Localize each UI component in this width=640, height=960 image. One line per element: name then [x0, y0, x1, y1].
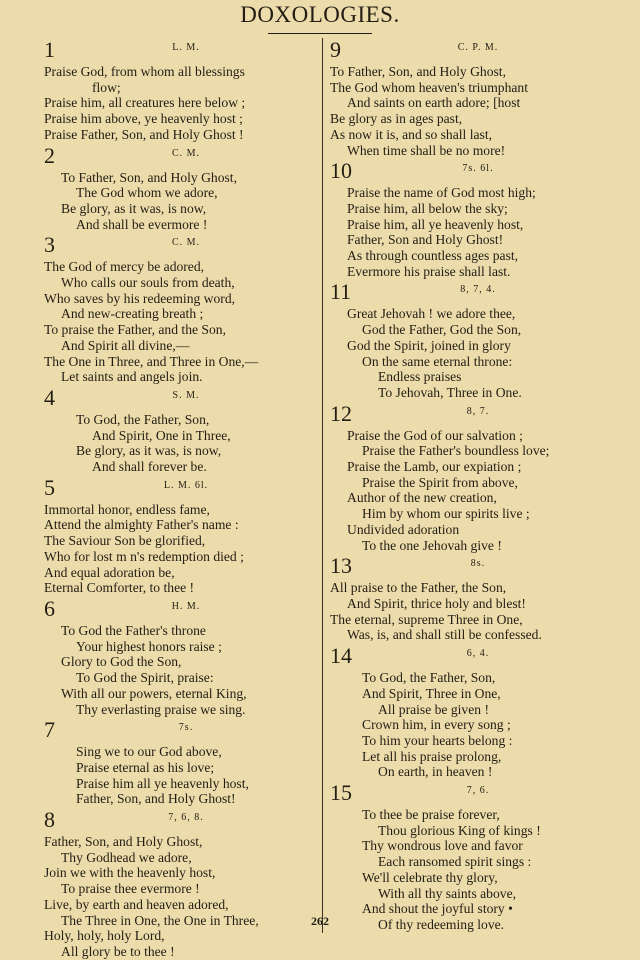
title-rule [268, 33, 372, 34]
hymn-meter: C. P. M. [457, 42, 499, 53]
verse-line: Praise the name of God most high; [347, 185, 536, 201]
verse-line: The God whom we adore, [76, 185, 218, 201]
verse-line: Endless praises [378, 369, 462, 385]
verse-line: And Spirit, Three in One, [362, 685, 501, 701]
verse-line: Live, by earth and heaven adored, [44, 896, 229, 912]
verse-line: Sing we to our God above, [76, 744, 222, 760]
verse-line: When time shall be no more! [347, 142, 506, 158]
hymn-header [330, 553, 626, 580]
verse-line: Father, Son, and Holy Ghost, [44, 834, 203, 850]
hymn-meter: 7s. [178, 722, 194, 734]
verse-line: Praise Father, Son, and Holy Ghost ! [44, 126, 244, 142]
verse-line: Holy, holy, holy Lord, [44, 928, 165, 944]
hymn-header [44, 232, 328, 259]
verse-line: Crown him, in every song ; [362, 717, 511, 733]
hymn-number: 13 [330, 553, 352, 579]
verse-line: As through countless ages past, [347, 248, 519, 264]
verse-line: Thou glorious King of kings ! [378, 822, 541, 838]
verse-line: To God the Father's throne [61, 622, 206, 638]
verse-line: To God, the Father, Son, [362, 670, 496, 686]
verse-line: The God of mercy be adored, [44, 259, 205, 275]
hymn-10 [330, 158, 626, 279]
hymn-header [44, 717, 328, 744]
verse-line: Your highest honors raise ; [76, 638, 222, 654]
hymn-1 [44, 37, 328, 143]
verse-line: Praise him, all ye heavenly host, [347, 216, 524, 232]
verse-line: Be glory, as it was, is now, [61, 200, 207, 216]
hymn-header [330, 401, 626, 428]
verse-line: With all our powers, eternal King, [61, 685, 247, 701]
hymn-header [330, 780, 626, 807]
hymn-header [44, 807, 328, 834]
verse-line: Praise him all ye heavenly host, [76, 775, 249, 791]
verse-line: To God, the Father, Son, [76, 411, 210, 427]
verse-line: Father, Son and Holy Ghost! [347, 232, 504, 248]
verse-line: God the Spirit, joined in glory [347, 337, 511, 353]
verse-line: Thy Godhead we adore, [61, 849, 192, 865]
verse-line: Great Jehovah ! we adore thee, [347, 306, 516, 322]
verse-line: Immortal honor, endless fame, [44, 501, 210, 517]
verse-line: Praise him, all below the sky; [347, 200, 508, 216]
verse-line: Who calls our souls from death, [61, 275, 235, 291]
hymn-number: 12 [330, 400, 352, 426]
verse-line: To Father, Son, and Holy Ghost, [330, 64, 506, 79]
hymn-header [330, 37, 626, 64]
page-number: 262 [311, 914, 329, 928]
hymn-number: 10 [330, 158, 352, 184]
hymn-number: 9 [330, 37, 341, 62]
verse-line: Was, is, and shall still be confessed. [347, 627, 542, 643]
verse-line: On earth, in heaven ! [378, 764, 493, 780]
verse-line: And equal adoration be, [44, 564, 175, 580]
verse-line: All glory be to thee ! [61, 943, 175, 959]
hymn-7 [44, 717, 328, 807]
hymn-number: 2 [44, 142, 55, 168]
verse-line: Attend the almighty Father's name : [44, 517, 239, 533]
verse-line: Let saints and angels join. [61, 369, 203, 385]
verse-line: Thy everlasting praise we sing. [76, 701, 246, 717]
verse-line: On the same eternal throne: [362, 353, 513, 369]
verse-line: Join we with the heavenly host, [44, 865, 216, 881]
hymn-meter: 7s. 6l. [462, 163, 494, 175]
verse-line: Praise him above, ye heavenly host ; [44, 111, 243, 127]
verse-line: The One in Three, and Three in One,— [44, 353, 259, 369]
verse-line: Be glory, as it was, is now, [76, 443, 222, 459]
verse-line: We'll celebrate thy glory, [362, 869, 498, 885]
verse-line: Evermore his praise shall last. [347, 263, 511, 279]
hymn-15 [330, 780, 626, 933]
verse-line: Father, Son, and Holy Ghost! [76, 791, 236, 807]
hymn-header [330, 279, 626, 306]
hymn-number: 14 [330, 643, 352, 669]
verse-line: Glory to God the Son, [61, 654, 182, 670]
hymn-4 [44, 385, 328, 475]
hymn-9 [330, 37, 626, 158]
hymn-header [330, 158, 626, 185]
verse-line: Who for lost m n's redemption died ; [44, 548, 244, 564]
hymn-number: 11 [330, 279, 352, 305]
verse-line: Each ransomed spirit sings : [378, 854, 532, 870]
verse-line: Him by whom our spirits live ; [362, 506, 530, 522]
hymn-meter: 6, 4. [466, 648, 490, 660]
verse-line: As now it is, and so shall last, [330, 126, 492, 142]
verse-line: Praise the Spirit from above, [362, 474, 518, 490]
verse-line: With all thy saints above, [378, 885, 517, 901]
hymn-header [330, 643, 626, 670]
verse-line: The Saviour Son be glorified, [44, 533, 206, 549]
verse-line: Praise him, all creatures here below ; [44, 95, 246, 111]
hymn-2 [44, 143, 328, 233]
hymn-number: 5 [44, 474, 55, 500]
verse-line: The Three in One, the One in Three, [61, 912, 259, 928]
verse-line: To thee be praise forever, [362, 807, 500, 823]
verse-line: To praise thee evermore ! [61, 881, 200, 897]
left-column [44, 37, 328, 960]
hymn-meter: L. M. [172, 42, 200, 53]
hymn-meter: L. M. 6l. [163, 479, 209, 491]
verse-line: God the Father, God the Son, [362, 322, 522, 338]
hymn-header [44, 143, 328, 170]
verse-line: flow; [92, 79, 121, 95]
hymn-header [44, 37, 328, 64]
hymn-3 [44, 232, 328, 385]
verse-line: And saints on earth adore; [host [347, 95, 521, 111]
verse-line: Praise the Lamb, our expiation ; [347, 459, 522, 475]
verse-line: Thy wondrous love and favor [362, 838, 523, 854]
verse-line: And shall be evermore ! [76, 216, 208, 232]
hymn-number: 8 [44, 807, 55, 833]
verse-line: Of thy redeeming love. [378, 916, 505, 932]
hymn-number: 15 [330, 780, 352, 806]
hymn-6 [44, 596, 328, 717]
verse-line: And new-creating breath ; [61, 306, 204, 322]
hymn-13 [330, 553, 626, 643]
verse-line: To Father, Son, and Holy Ghost, [61, 169, 237, 185]
hymn-header [44, 385, 328, 412]
hymn-number: 3 [44, 232, 55, 258]
verse-line: Be glory as in ages past, [330, 111, 463, 127]
verse-line: Undivided adoration [347, 521, 460, 537]
verse-line: Author of the new creation, [347, 490, 497, 506]
hymn-meter: 8s. [470, 558, 486, 570]
hymn-header [44, 596, 328, 623]
verse-line: Who saves by his redeeming word, [44, 290, 236, 306]
hymn-number: 7 [44, 717, 55, 743]
hymn-number: 1 [44, 37, 55, 62]
verse-line: Praise God, from whom all blessings [44, 64, 245, 79]
hymn-meter: C. M. [171, 147, 201, 159]
verse-line: To Jehovah, Three in One. [378, 384, 522, 400]
hymn-5 [44, 475, 328, 596]
verse-line: And Spirit, One in Three, [92, 427, 231, 443]
verse-line: Praise the God of our salvation ; [347, 427, 523, 443]
verse-line: Let all his praise prolong, [362, 748, 502, 764]
hymn-meter: 8, 7, 4. [460, 284, 496, 296]
hymn-header [44, 475, 328, 502]
verse-line: Praise the Father's boundless love; [362, 443, 550, 459]
verse-line: All praise be given ! [378, 701, 489, 717]
verse-line: The God whom heaven's triumphant [330, 79, 529, 95]
verse-line: The eternal, supreme Three in One, [330, 611, 523, 627]
verse-line: To God the Spirit, praise: [76, 670, 214, 686]
verse-line: To the one Jehovah give ! [362, 537, 502, 553]
hymn-meter: S. M. [172, 389, 200, 401]
hymn-meter: H. M. [171, 600, 201, 612]
hymn-meter: 7, 6, 8. [168, 812, 204, 824]
hymn-number: 6 [44, 595, 55, 621]
verse-line: And shall forever be. [92, 459, 207, 475]
verse-line: To him your hearts belong : [362, 732, 513, 748]
verse-line: And shout the joyful story • [362, 901, 513, 917]
right-column [330, 37, 626, 933]
verse-line: And Spirit, thrice holy and blest! [347, 595, 526, 611]
verse-line: To praise the Father, and the Son, [44, 322, 226, 338]
hymn-meter: 7, 6. [466, 785, 490, 797]
hymn-8 [44, 807, 328, 960]
hymn-11 [330, 279, 626, 400]
page-title: DOXOLOGIES. [240, 2, 400, 27]
hymn-meter: 8, 7. [466, 405, 490, 417]
hymn-12 [330, 401, 626, 554]
verse-line: And Spirit all divine,— [61, 337, 190, 353]
hymn-meter: C. M. [171, 237, 201, 249]
hymn-14 [330, 643, 626, 780]
verse-line: Eternal Comforter, to thee ! [44, 580, 195, 596]
hymn-number: 4 [44, 384, 55, 410]
verse-line: Praise eternal as his love; [76, 759, 215, 775]
verse-line: All praise to the Father, the Son, [330, 580, 507, 596]
